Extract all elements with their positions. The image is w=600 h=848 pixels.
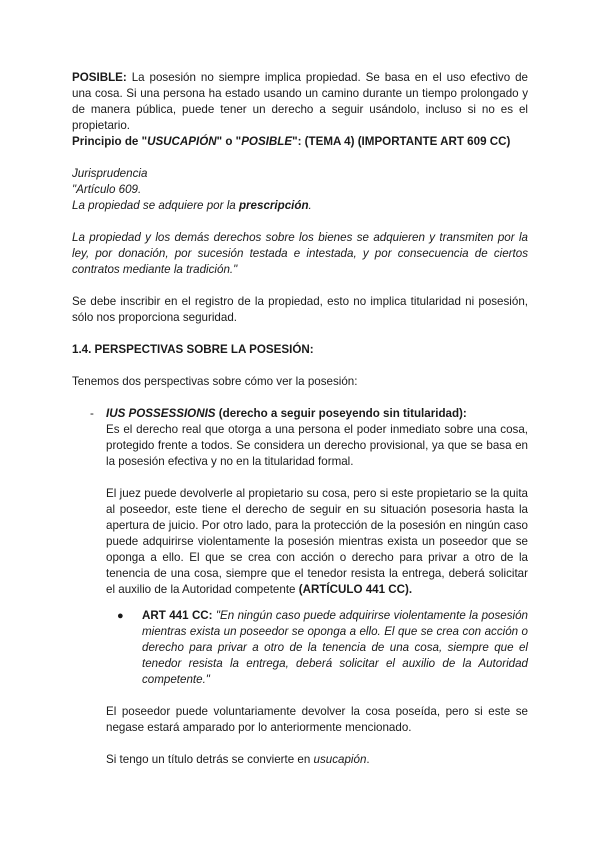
principio-part: " o " — [216, 135, 242, 148]
posible-paragraph — [72, 70, 528, 134]
prescripcion-word: prescripción — [238, 199, 309, 212]
propiedad-end: . — [308, 199, 312, 212]
ius-title-rest: (derecho a seguir poseyendo sin titularidad): — [215, 407, 467, 420]
intro-paragraph: Tenemos dos perspectivas sobre cómo ver la posesión: — [72, 375, 358, 388]
principio-usucapion: USUCAPIÓN — [147, 135, 217, 148]
propiedad-line — [72, 198, 528, 214]
titulo-end: . — [366, 753, 370, 766]
art441-paragraph — [142, 608, 528, 688]
juez-text: El juez puede devolverle al propietario su cosa, pero si este propietario se la quita al poseedor, este tiene el derecho de seguir en su situación posesoria hasta la apertura de juicio. Por otro lado, para la protección de la posesión en ningún caso puede adquirirse violentamente la posesión mientras exista un poseedor que se oponga a ello. El que se crea con acción o derecho para privar a otro de la tenencia de una cosa, siempre que el tenedor resista la entrega, deberá solicitar el auxilio de la Autoridad competente — [106, 487, 528, 596]
usucapion-word: usucapión — [313, 753, 367, 766]
ius-description: Es el derecho real que otorga a una persona el poder inmediato sobre una cosa, protegido frente a todos. Se considera un derecho provisional, ya que se basa en la posesión efectiva y no en la titularidad formal. — [106, 423, 528, 468]
juez-paragraph — [106, 486, 528, 598]
jurisprudencia-label: Jurisprudencia — [72, 167, 148, 180]
articulo-609-label: "Artículo 609. — [72, 183, 142, 196]
ius-title-italic: IUS POSSESSIONIS — [106, 407, 216, 420]
registro-paragraph: Se debe inscribir en el registro de la propiedad, esto no implica titularidad ni posesión, sólo nos proporciona seguridad. — [72, 295, 528, 324]
articulo-609-quote: La propiedad y los demás derechos sobre los bienes se adquieren y transmiten por la ley, por donación, por sucesión testada e intestada, y por consecuencia de ciertos contratos mediante la tradición." — [72, 231, 528, 276]
principio-posible: POSIBLE — [241, 135, 293, 148]
art441-bullet-item — [72, 608, 528, 688]
document-page — [72, 70, 528, 768]
bullet-marker: ● — [117, 610, 124, 622]
posible-label: POSIBLE: — [72, 71, 127, 84]
art441-quote: "En ningún caso puede adquirirse violentamente la posesión mientras exista un poseedor se oponga a ello. El que se crea con acción o derecho para privar a otro de la tenencia de una cosa, siempre que el tenedor resista la entrega, deberá solicitar el auxilio de la Autoridad competente." — [142, 609, 528, 686]
principio-part: ": (TEMA 4) (IMPORTANTE ART 609 CC) — [292, 135, 511, 148]
articulo-441-ref: (ARTÍCULO 441 CC). — [298, 583, 413, 596]
section-heading: 1.4. PERSPECTIVAS SOBRE LA POSESIÓN: — [72, 343, 314, 356]
posible-text: La posesión no siempre implica propiedad. Se basa en el uso efectivo de una cosa. Si una persona ha estado usando un camino durante un tiempo prolongado y de manera pública, puede tener un derecho a seguir usándolo, incluso si no es el propietario. — [72, 71, 528, 132]
art441-label: ART 441 CC: — [142, 609, 213, 622]
titulo-paragraph — [72, 752, 528, 768]
propiedad-text: La propiedad se adquiere por la — [72, 199, 239, 212]
ius-possessionis-title — [106, 406, 528, 422]
titulo-text: Si tengo un título detrás se convierte en — [106, 753, 314, 766]
principio-heading — [72, 134, 528, 150]
principio-part: Principio de " — [72, 135, 148, 148]
dash-marker: - — [90, 407, 94, 420]
ius-possessionis-item — [72, 406, 528, 598]
poseedor-paragraph: El poseedor puede voluntariamente devolver la cosa poseída, pero si este se negase estará amparado por lo anteriormente mencionado. — [106, 705, 528, 734]
